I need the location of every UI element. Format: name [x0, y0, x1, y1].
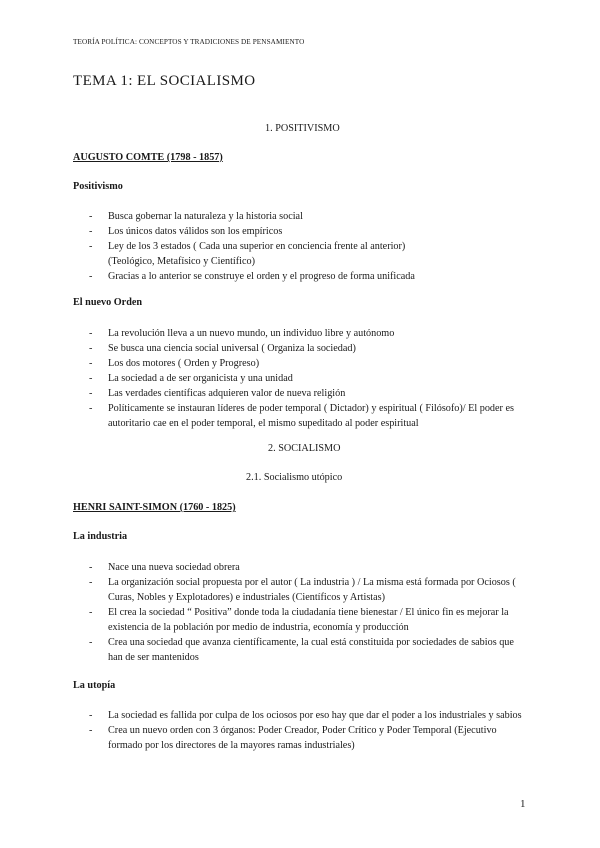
subheading-nuevo-orden: El nuevo Orden — [73, 297, 143, 308]
list-item: - Las verdades científicas adquieren valor de nueva religión — [89, 386, 529, 401]
list-item: - La revolución lleva a un nuevo mundo, un individuo libre y autónomo — [89, 326, 529, 341]
author-heading-comte: AUGUSTO COMTE (1798 - 1857) — [73, 152, 223, 163]
subheading-positivismo: Positivismo — [73, 181, 123, 192]
section-heading-socialismo: 2. SOCIALISMO — [268, 443, 341, 454]
list-item: - La sociedad es fallida por culpa de los ociosos por eso hay que dar el poder a los industriales y sabios — [89, 708, 529, 723]
page-number: 1 — [520, 798, 526, 810]
list-item: - Gracias a lo anterior se construye el orden y el progreso de forma unificada — [89, 269, 529, 284]
list-item: - Crea un nuevo orden con 3 órganos: Poder Creador, Poder Crítico y Poder Temporal (Ejecutivo formado por los directores de la mayores ramas industriales) — [89, 723, 529, 753]
list-item: - Políticamente se instauran líderes de poder temporal ( Dictador) y espiritual ( Filósofo)/ El poder es autoritario cae en el poder temporal, el mismo supeditado al poder espiritual — [89, 401, 529, 431]
utopia-list — [89, 708, 529, 753]
list-item: - Los dos motores ( Orden y Progreso) — [89, 356, 529, 371]
list-item: - Nace una nueva sociedad obrera — [89, 560, 529, 575]
list-item: - La organización social propuesta por el autor ( La industria ) / La misma está formada por Ociosos ( Curas, Nobles y Explotadores) e industriales (Científicos y Artistas) — [89, 575, 529, 605]
subsection-heading-utopico: 2.1. Socialismo utópico — [246, 472, 343, 483]
running-header: TEORÍA POLÍTICA: CONCEPTOS Y TRADICIONES DE PENSAMIENTO — [73, 38, 305, 46]
subheading-industria: La industria — [73, 531, 128, 542]
positivismo-list — [89, 209, 529, 284]
nuevo-orden-list — [89, 326, 529, 431]
list-item-continuation: (Teológico, Metafísico y Científico) — [108, 256, 255, 267]
list-item: - La sociedad a de ser organicista y una unidad — [89, 371, 529, 386]
subheading-utopia: La utopía — [73, 680, 116, 691]
industria-list — [89, 560, 529, 665]
list-item: - Ley de los 3 estados ( Cada una superior en conciencia frente al anterior) — [89, 239, 529, 254]
list-item: - Los únicos datos válidos son los empíricos — [89, 224, 529, 239]
list-item: - Busca gobernar la naturaleza y la historia social — [89, 209, 529, 224]
list-item: - El crea la sociedad “ Positiva” donde toda la ciudadanía tiene bienestar / El único fin es mejorar la existencia de la población por medio de industria, economía y producción — [89, 605, 529, 635]
list-item: - Crea una sociedad que avanza científicamente, la cual está constituida por sociedades de sabios que han de ser mantenidos — [89, 635, 529, 665]
author-heading-saint-simon: HENRI SAINT-SIMON (1760 - 1825) — [73, 502, 236, 513]
list-item: - Se busca una ciencia social universal ( Organiza la sociedad) — [89, 341, 529, 356]
document-title: TEMA 1: EL SOCIALISMO — [73, 73, 256, 89]
section-heading-positivismo: 1. POSITIVISMO — [265, 123, 340, 134]
